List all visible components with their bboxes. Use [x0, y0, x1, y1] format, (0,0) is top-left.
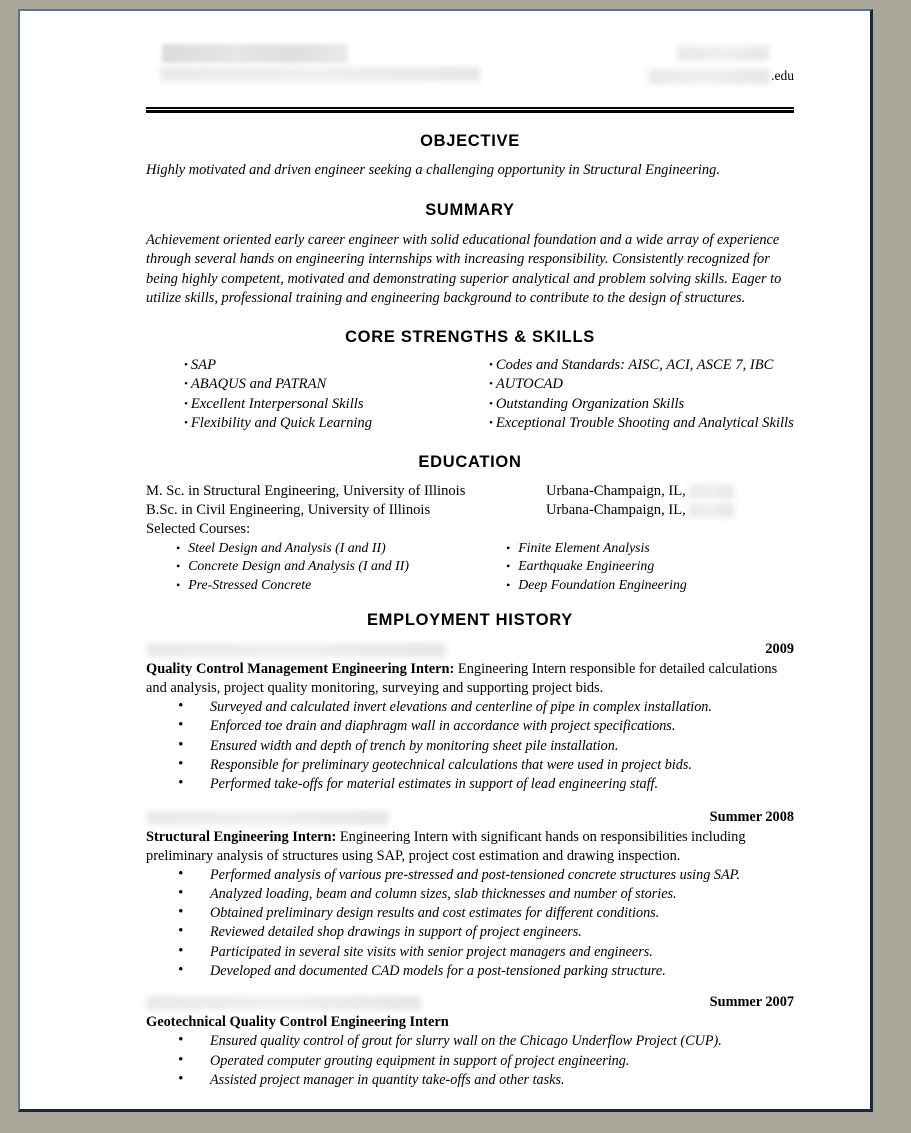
- skills-list-right: [489, 356, 794, 434]
- degree-location: Urbana-Champaign, IL,: [546, 501, 734, 520]
- candidate-phone-redacted: [677, 46, 769, 61]
- education-degree-row: [146, 501, 794, 520]
- courses-list-right: [506, 539, 687, 594]
- job-title: Structural Engineering Intern:: [146, 828, 337, 845]
- job-header: [146, 809, 794, 828]
- duty-item: • Ensured width and depth of trench by monitoring sheet pile installation.: [178, 737, 794, 756]
- duty-item: • Surveyed and calculated invert elevations and centerline of pipe in complex installation.: [178, 698, 794, 717]
- courses-columns: [146, 539, 794, 594]
- skill-item: • SAP: [184, 356, 489, 376]
- job-title-and-description: [146, 660, 794, 698]
- section-heading-core-strengths: CORE STRENGTHS & SKILLS: [345, 327, 595, 346]
- summary-text: Achievement oriented early career engineer with solid educational foundation and a wide array of experience through several hands on engineering internships with increasing responsibility. Consistently recognized for being highly competent, motivated and demonstrating superior analytical and problem solving skills. Eager to utilize skills, professional training and engineering background to contribute to the design of structures.: [146, 231, 782, 306]
- section-heading-education: EDUCATION: [418, 452, 522, 471]
- employer-name-redacted: [146, 996, 421, 1010]
- courses-list-left: [176, 539, 506, 594]
- course-item: • Deep Foundation Engineering: [506, 576, 687, 594]
- duty-item: • Obtained preliminary design results and cost estimates for different conditions.: [178, 904, 794, 923]
- email-domain-suffix: .edu: [771, 68, 794, 83]
- degree-location: Urbana-Champaign, IL,: [546, 482, 734, 501]
- duty-item: • Operated computer grouting equipment in support of project engineering.: [178, 1052, 794, 1071]
- degree-year-redacted: [689, 484, 734, 499]
- job-date: 2009: [765, 641, 794, 658]
- duty-item: • Enforced toe drain and diaphragm wall in accordance with project specifications.: [178, 717, 794, 736]
- duty-item: • Developed and documented CAD models for a post-tensioned parking structure.: [178, 962, 794, 981]
- job-description: Engineering Intern with significant hands on responsibilities including preliminary analysis of structures using SAP, project cost estimation and drawing inspection.: [146, 828, 746, 864]
- job-duties-list: [146, 1032, 794, 1090]
- job-date: Summer 2008: [709, 808, 794, 825]
- objective-text: Highly motivated and driven engineer seeking a challenging opportunity in Structural Engineering.: [146, 162, 720, 178]
- header-divider-rule: [146, 107, 794, 114]
- job-title-and-description: [146, 1013, 794, 1032]
- degree-title: B.Sc. in Civil Engineering, University of Illinois: [146, 501, 431, 518]
- duty-item: • Ensured quality control of grout for slurry wall on the Chicago Underflow Project (CUP).: [178, 1032, 794, 1051]
- employer-name-redacted: [146, 811, 389, 825]
- job-title: Geotechnical Quality Control Engineering Intern: [146, 1014, 449, 1031]
- job-description: Engineering Intern responsible for detailed calculations and analysis, project quality monitoring, surveying and supporting project bids.: [146, 661, 778, 697]
- skill-item: • Outstanding Organization Skills: [489, 395, 794, 415]
- job-duties-list: [146, 698, 794, 794]
- employer-name-redacted: [146, 643, 446, 657]
- skill-item: • AUTOCAD: [489, 375, 794, 395]
- candidate-email: [648, 68, 794, 84]
- degree-title: M. Sc. in Structural Engineering, University of Illinois: [146, 482, 466, 499]
- job-title-and-description: [146, 828, 794, 866]
- resume-header: [146, 41, 794, 103]
- candidate-name-redacted: [162, 44, 348, 63]
- skills-list-left: [184, 356, 489, 434]
- job-header: [146, 641, 794, 660]
- job-header: [146, 994, 794, 1013]
- candidate-email-redacted: [648, 69, 770, 84]
- course-item: • Steel Design and Analysis (I and II): [176, 539, 506, 557]
- duty-item: • Performed take-offs for material estimates in support of lead engineering staff.: [178, 775, 794, 794]
- course-item: • Earthquake Engineering: [506, 557, 687, 575]
- duty-item: • Assisted project manager in quantity take-offs and other tasks.: [178, 1071, 794, 1090]
- course-item: • Concrete Design and Analysis (I and II): [176, 557, 506, 575]
- selected-courses-label: Selected Courses:: [146, 520, 251, 537]
- section-heading-summary: SUMMARY: [425, 200, 515, 219]
- skill-item: • Flexibility and Quick Learning: [184, 414, 489, 434]
- job-title: Quality Control Management Engineering Intern:: [146, 661, 455, 678]
- skills-columns: [146, 356, 794, 434]
- job-date: Summer 2007: [709, 994, 794, 1011]
- resume-content: [146, 41, 794, 1088]
- section-heading-objective: OBJECTIVE: [420, 132, 520, 150]
- duty-item: • Performed analysis of various pre-stressed and post-tensioned concrete structures using SAP.: [178, 866, 794, 885]
- skill-item: • Exceptional Trouble Shooting and Analytical Skills: [489, 414, 794, 434]
- duty-item: • Reviewed detailed shop drawings in support of project engineers.: [178, 923, 794, 942]
- skill-item: • Excellent Interpersonal Skills: [184, 395, 489, 415]
- skill-item: • ABAQUS and PATRAN: [184, 375, 489, 395]
- job-duties-list: [146, 866, 794, 982]
- section-heading-employment: EMPLOYMENT HISTORY: [366, 611, 574, 630]
- skill-item: • Codes and Standards: AISC, ACI, ASCE 7, IBC: [489, 356, 794, 376]
- candidate-address-redacted: [160, 67, 480, 81]
- course-item: • Pre-Stressed Concrete: [176, 576, 506, 594]
- course-item: • Finite Element Analysis: [506, 539, 687, 557]
- duty-item: • Participated in several site visits with senior project managers and engineers.: [178, 943, 794, 962]
- education-degree-row: [146, 482, 794, 501]
- degree-year-redacted: [689, 503, 734, 518]
- duty-item: • Responsible for preliminary geotechnical calculations that were used in project bids.: [178, 756, 794, 775]
- resume-page: [18, 9, 873, 1112]
- duty-item: • Analyzed loading, beam and column sizes, slab thicknesses and number of stories.: [178, 885, 794, 904]
